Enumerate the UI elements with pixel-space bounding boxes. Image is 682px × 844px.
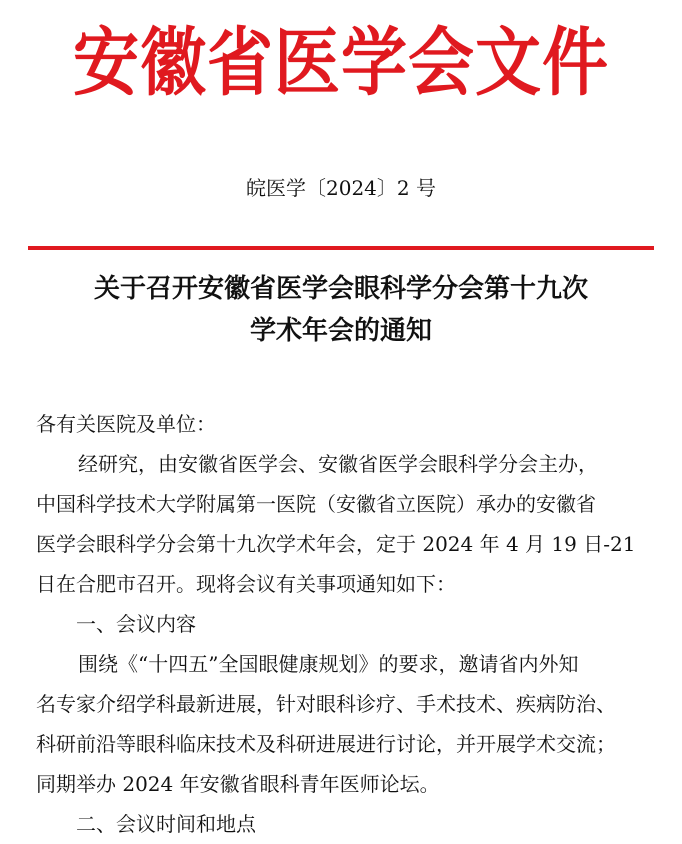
notice-title-line-2: 学术年会的通知 <box>249 316 432 346</box>
paragraph-2-line-1: 围绕《“十四五”全国眼健康规划》的要求，邀请省内外知 <box>78 652 579 676</box>
notice-title <box>0 268 682 352</box>
paragraph-2-line-4: 同期举办 2024 年安徽省眼科青年医师论坛。 <box>36 772 440 796</box>
paragraph-1-line-2: 中国科学技术大学附属第一医院（安徽省立医院）承办的安徽省 <box>36 492 596 516</box>
org-header-title: 安徽省医学会文件 <box>73 18 609 107</box>
paragraph-1-line-4: 日在合肥市召开。现将会议有关事项通知如下： <box>36 572 456 596</box>
paragraph-1-line-3: 医学会眼科学分会第十九次学术年会，定于 2024 年 4 月 19 日-21 <box>36 532 636 556</box>
section-1-heading: 一、会议内容 <box>76 612 196 636</box>
section-2-heading: 二、会议时间和地点 <box>76 812 256 836</box>
notice-title-line-1: 关于召开安徽省医学会眼科学分会第十九次 <box>93 274 588 304</box>
paragraph-1-line-1: 经研究，由安徽省医学会、安徽省医学会眼科学分会主办， <box>78 452 598 476</box>
paragraph-2-line-2: 名专家介绍学科最新进展，针对眼科诊疗、手术技术、疾病防治、 <box>36 692 616 716</box>
salutation: 各有关医院及单位： <box>36 412 216 436</box>
document-number: 皖医学〔2024〕2 号 <box>246 176 436 200</box>
notice-body <box>36 404 648 844</box>
red-divider-line <box>28 246 654 250</box>
paragraph-2-line-3: 科研前沿等眼科临床技术及科研进展进行讨论，并开展学术交流； <box>36 732 616 756</box>
